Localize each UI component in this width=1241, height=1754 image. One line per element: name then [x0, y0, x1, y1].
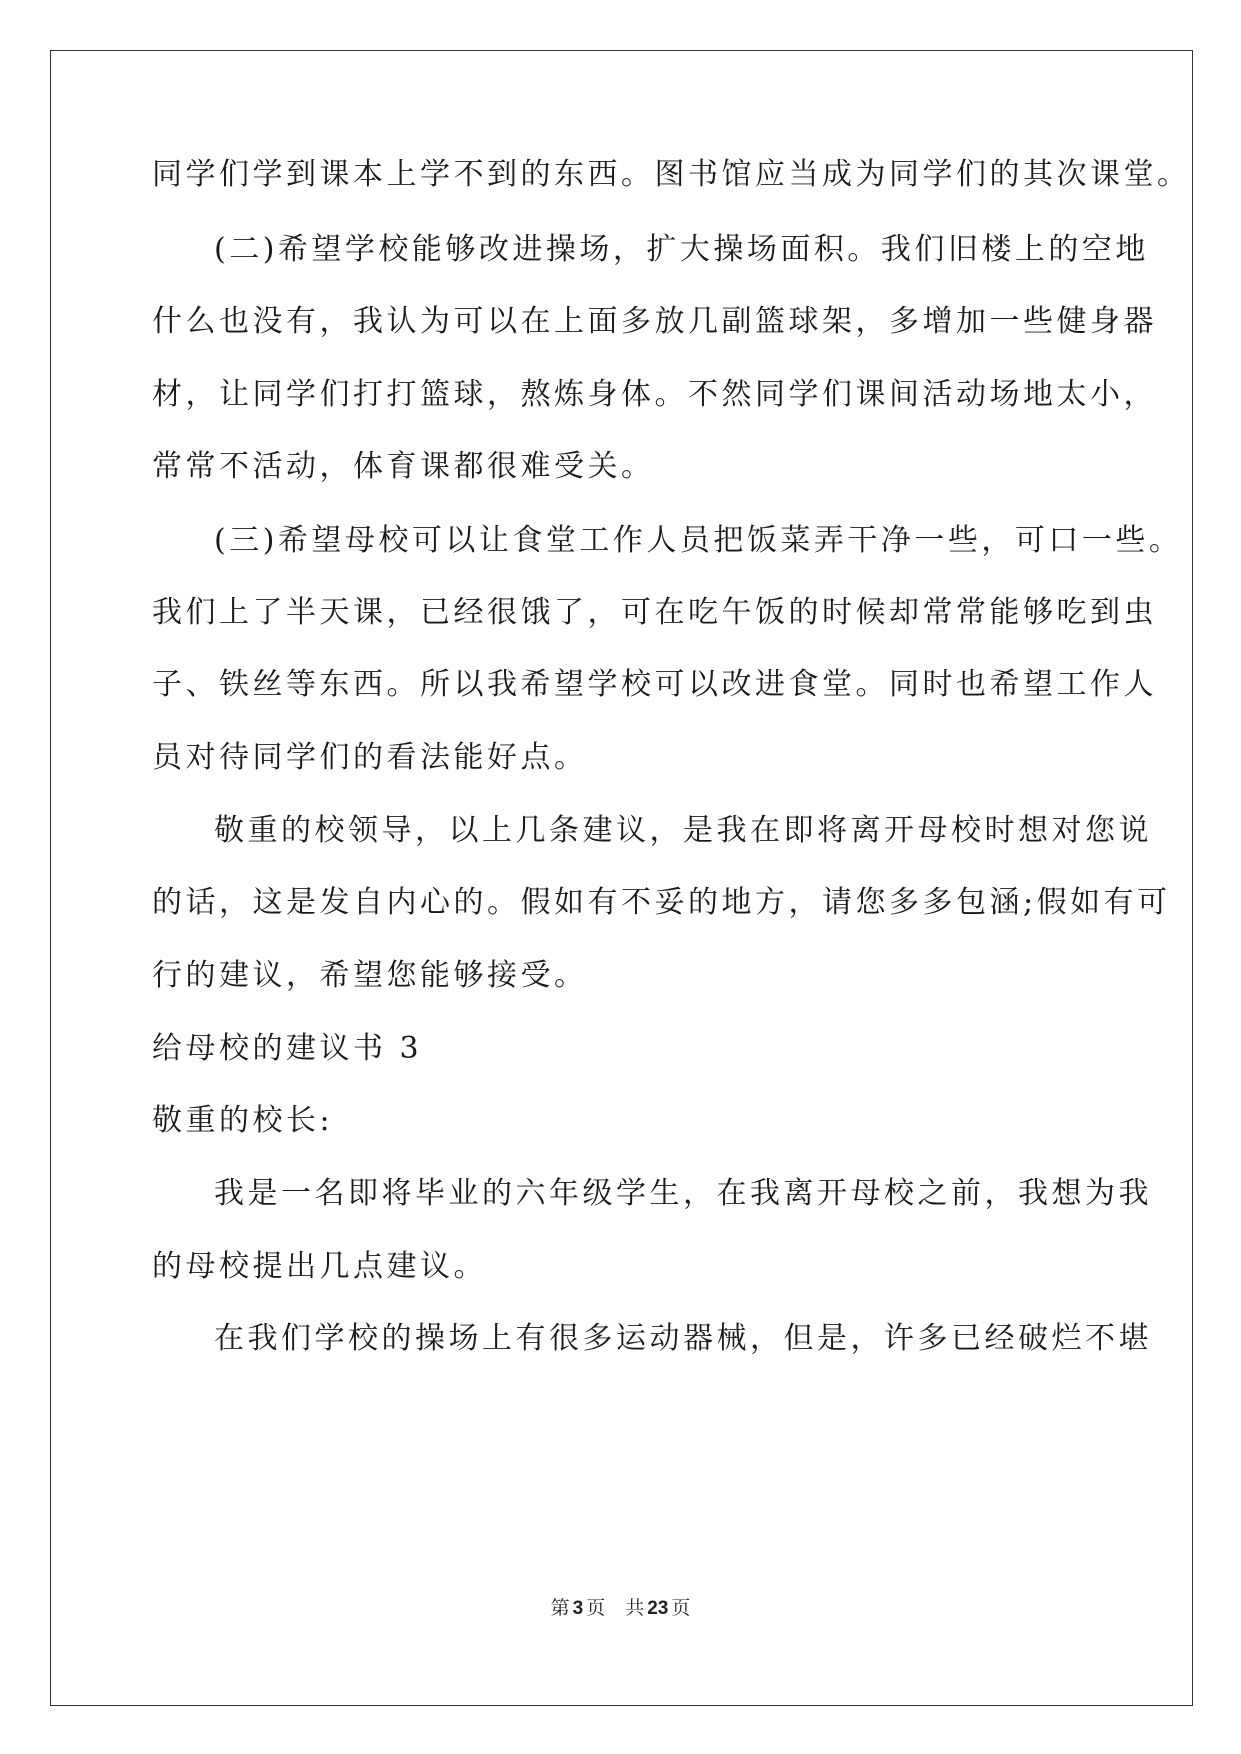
section-heading: 给母校的建议书 3 [152, 1031, 423, 1066]
body-line: 员对待同学们的看法能好点。 [152, 740, 588, 775]
body-line: 的母校提出几点建议。 [152, 1249, 487, 1284]
body-line: 我是一名即将毕业的六年级学生，在我离开母校之前，我想为我 [214, 1176, 1152, 1211]
body-line: 常常不活动，体育课都很难受关。 [152, 449, 655, 484]
body-line: (二)希望学校能够改进操场，扩大操场面积。我们旧楼上的空地 [214, 232, 1149, 267]
total-suffix: 页 [671, 1597, 691, 1619]
current-page-number: 3 [572, 1598, 584, 1619]
body-line: 敬重的校领导，以上几条建议，是我在即将离开母校时想对您说 [214, 813, 1152, 848]
total-prefix: 共 [625, 1597, 645, 1619]
body-line: 行的建议，希望您能够接受。 [152, 958, 588, 993]
page-prefix: 第 [550, 1597, 570, 1619]
body-line: 在我们学校的操场上有很多运动器械，但是，许多已经破烂不堪 [214, 1321, 1152, 1356]
page-footer [0, 1596, 1241, 1621]
body-line: (三)希望母校可以让食堂工作人员把饭菜弄干净一些，可口一些。 [214, 523, 1183, 558]
body-line: 的话，这是发自内心的。假如有不妥的地方，请您多多包涵;假如有可 [152, 885, 1171, 920]
body-line: 子、铁丝等东西。所以我希望学校可以改进食堂。同时也希望工作人 [152, 667, 1157, 702]
page-border [50, 50, 1193, 1706]
salutation: 敬重的校长: [152, 1103, 334, 1138]
total-page-count: 23 [647, 1598, 669, 1619]
body-line: 什么也没有，我认为可以在上面多放几副篮球架，多增加一些健身器 [152, 304, 1157, 339]
body-line: 同学们学到课本上学不到的东西。图书馆应当成为同学们的其次课堂。 [152, 157, 1191, 192]
page-suffix: 页 [586, 1597, 606, 1619]
body-line: 材，让同学们打打篮球，熬炼身体。不然同学们课间活动场地太小， [152, 377, 1157, 412]
body-line: 我们上了半天课，已经很饿了，可在吃午饭的时候却常常能够吃到虫 [152, 595, 1157, 630]
